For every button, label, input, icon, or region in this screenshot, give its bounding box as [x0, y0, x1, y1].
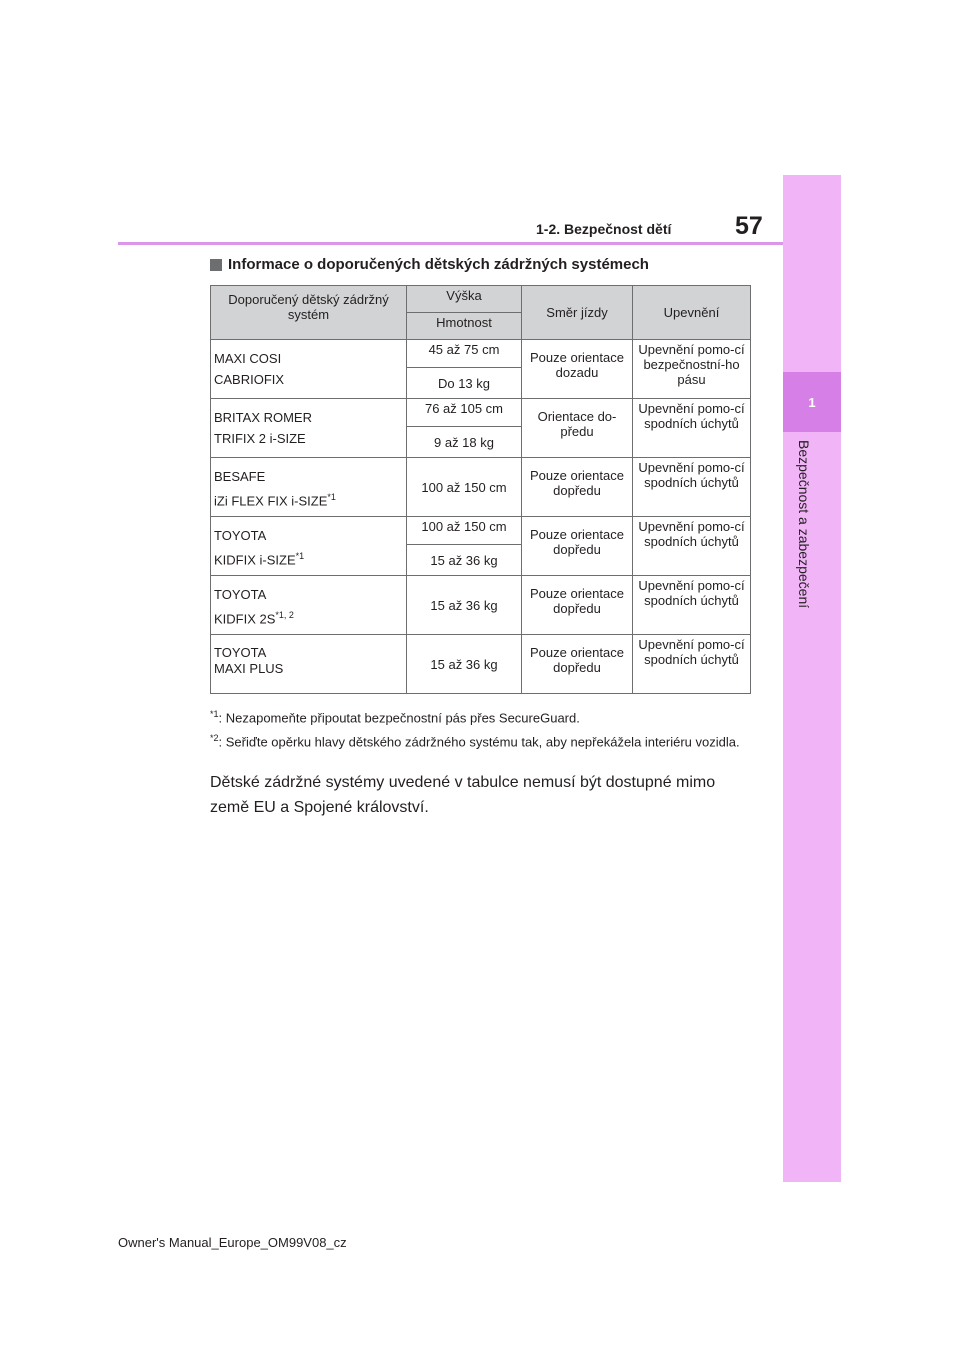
cell-height: 45 až 75 cm	[407, 340, 522, 368]
cell-direction: Pouze orientace dopředu	[522, 458, 633, 517]
cell-height: 100 až 150 cm	[407, 517, 522, 545]
restraint-table	[210, 285, 751, 694]
footnote-1: $^{*1}$: Nezapomeňte připoutat bezpečnostní pás přes SecureGuard.	[210, 709, 580, 726]
section-heading	[210, 256, 649, 273]
chapter-title: Bezpečnost a zabezpečení	[796, 440, 812, 609]
cell-height-weight: 15 až 36 kg	[407, 576, 522, 635]
page-number: 57	[735, 212, 763, 240]
table-row-name: TOYOTA KIDFIX $2S^{*1, 2}$	[211, 576, 407, 635]
header-direction: Směr jízdy	[522, 286, 633, 340]
chapter-tab[interactable]	[783, 372, 841, 432]
cell-weight: 9 až 18 kg	[407, 427, 522, 458]
cell-fixing: Upevnění pomo-cí spodních úchytů	[633, 576, 751, 635]
table-row-name: TOYOTA KIDFIX i-SIZE$^{*1}$	[211, 517, 407, 576]
cell-fixing: Upevnění pomo-cí spodních úchytů	[633, 458, 751, 517]
header-system: Doporučený dětský zádržný systém	[211, 286, 407, 340]
cell-direction: Pouze orientace dopředu	[522, 635, 633, 694]
cell-direction: Pouze orientace dopředu	[522, 576, 633, 635]
body-paragraph: Dětské zádržné systémy uvedené v tabulce nemusí být dostupné mimo země EU a Spojené království.	[210, 774, 716, 816]
cell-weight: Do 13 kg	[407, 368, 522, 399]
footer-text: Owner's Manual_Europe_OM99V08_cz	[118, 1235, 347, 1250]
sidebar-band	[783, 175, 841, 1182]
header-height: Výška	[407, 286, 522, 313]
cell-height-weight: 100 až 150 cm	[407, 458, 522, 517]
table-row-name: BESAFE iZi FLEX FIX i-SIZE$^{*1}$	[211, 458, 407, 517]
footnote-2: $^{*2}$: Seřiďte opěrku hlavy dětského zádržného systému tak, aby nepřekážela interiéru vozidla.	[210, 733, 740, 750]
bullet-square-icon	[210, 259, 222, 271]
section-title: 1-2. Bezpečnost dětí	[536, 221, 672, 237]
chapter-number: 1	[808, 394, 816, 410]
header-fixing: Upevnění	[633, 286, 751, 340]
cell-height: 76 až 105 cm	[407, 399, 522, 427]
cell-fixing: Upevnění pomo-cí spodních úchytů	[633, 399, 751, 458]
table-row-name: MAXI COSI CABRIOFIX	[211, 340, 407, 399]
cell-fixing: Upevnění pomo-cí spodních úchytů	[633, 635, 751, 694]
heading-text: Informace o doporučených dětských zádržných systémech	[228, 256, 649, 273]
cell-height-weight: 15 až 36 kg	[407, 635, 522, 694]
table-row-name: BRITAX ROMER TRIFIX 2 i-SIZE	[211, 399, 407, 458]
cell-direction: Pouze orientace dopředu	[522, 517, 633, 576]
cell-weight: 15 až 36 kg	[407, 545, 522, 576]
table-row-name: TOYOTA MAXI PLUS	[211, 635, 407, 694]
cell-fixing: Upevnění pomo-cí spodních úchytů	[633, 517, 751, 576]
cell-fixing: Upevnění pomo-cí bezpečnostní-ho pásu	[633, 340, 751, 399]
cell-direction: Orientace do-předu	[522, 399, 633, 458]
header-weight: Hmotnost	[407, 313, 522, 340]
cell-direction: Pouze orientace dozadu	[522, 340, 633, 399]
header-rule	[118, 242, 783, 245]
